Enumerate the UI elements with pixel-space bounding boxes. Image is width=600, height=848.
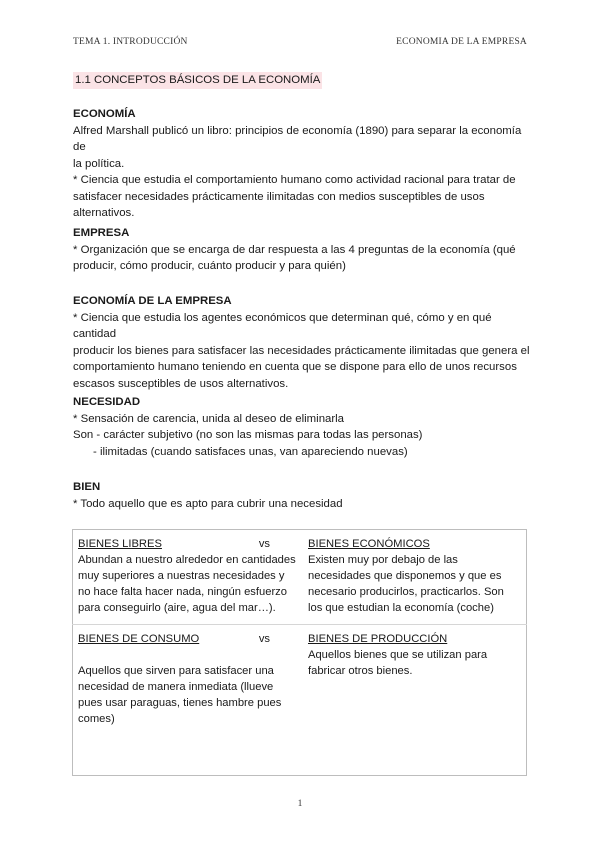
section-title: 1.1 CONCEPTOS BÁSICOS DE LA ECONOMÍA <box>73 72 322 89</box>
page-number: 1 <box>297 799 303 809</box>
bienes-economicos-cell <box>303 530 527 625</box>
bien-heading: BIEN <box>73 481 101 493</box>
bienes-consumo-text: Aquellos que sirven para satisfacer una necesidad de manera inmediata (llueve pues usar paraguas, tienes hambre pues comes) <box>78 665 282 725</box>
empresa-heading: EMPRESA <box>73 227 130 239</box>
bienes-libres-text: Abundan a nuestro alrededor en cantidades muy superiores a nuestras necesidades y no hace falta hacer nada, ningún esfuerzo para conseguirlo (aire, agua del mar…). <box>78 554 296 614</box>
bienes-table <box>72 529 527 776</box>
empresa-line: * Organización que se encarga de dar respuesta a las 4 preguntas de la economía (qué <box>73 243 516 256</box>
table-row <box>73 625 527 776</box>
necesidad-block <box>73 394 533 460</box>
bienes-economicos-title: BIENES ECONÓMICOS <box>308 538 430 550</box>
economia-line: alternativos. <box>73 207 135 219</box>
bienes-consumo-title: BIENES DE CONSUMO <box>78 633 200 645</box>
bien-line: * Todo aquello que es apto para cubrir una necesidad <box>73 497 343 510</box>
bienes-produccion-title: BIENES DE PRODUCCIÓN <box>308 633 448 645</box>
economia-line: la política. <box>73 157 125 170</box>
economia-empresa-block <box>73 293 533 392</box>
empresa-block <box>73 225 533 275</box>
economia-empresa-heading: ECONOMÍA DE LA EMPRESA <box>73 295 232 307</box>
table-row <box>73 530 527 625</box>
bienes-economicos-text: Existen muy por debajo de las necesidades que disponemos y que es necesario producirlos, practicarlos. Son los que estudian la economía (coche) <box>308 554 504 614</box>
economia-empresa-line: * Ciencia que estudia los agentes económicos que determinan qué, cómo y en qué cantidad <box>73 311 492 340</box>
header-topic: TEMA 1. INTRODUCCIÓN <box>73 37 188 47</box>
necesidad-line: * Sensación de carencia, unida al deseo de eliminarla <box>73 412 345 425</box>
economia-empresa-line: producir los bienes para satisfacer las necesidades prácticamente ilimitadas que genera el <box>73 344 530 357</box>
necesidad-heading: NECESIDAD <box>73 396 141 408</box>
empresa-line: producir, cómo producir, cuánto producir y para quién) <box>73 260 346 272</box>
economia-empresa-line: escasos susceptibles de usos alternativos. <box>73 377 289 390</box>
header-subject: ECONOMIA DE LA EMPRESA <box>396 37 527 47</box>
bienes-produccion-text: Aquellos bienes que se utilizan para fabricar otros bienes. <box>308 649 488 677</box>
bienes-consumo-cell <box>73 625 304 776</box>
necesidad-line: - ilimitadas (cuando satisfaces unas, van apareciendo nuevas) <box>93 445 408 458</box>
vs-label: vs <box>258 538 270 550</box>
bienes-libres-cell <box>73 530 304 625</box>
necesidad-line: Son - carácter subjetivo (no son las mismas para todas las personas) <box>73 429 423 441</box>
bienes-produccion-cell <box>303 625 527 776</box>
economia-line: Alfred Marshall publicó un libro: principios de economía (1890) para separar la economía de <box>73 124 522 153</box>
economia-block <box>73 106 533 222</box>
economia-empresa-line: comportamiento humano teniendo en cuenta que se dispone para ello de unos recursos <box>73 361 517 373</box>
economia-line: satisfacer necesidades prácticamente ilimitadas con medios susceptibles de usos <box>73 190 485 203</box>
vs-label: vs <box>258 633 270 645</box>
economia-line: * Ciencia que estudia el comportamiento humano como actividad racional para tratar de <box>73 174 516 186</box>
bien-block <box>73 479 533 512</box>
bienes-libres-title: BIENES LIBRES <box>78 538 162 550</box>
economia-heading: ECONOMÍA <box>73 108 136 120</box>
